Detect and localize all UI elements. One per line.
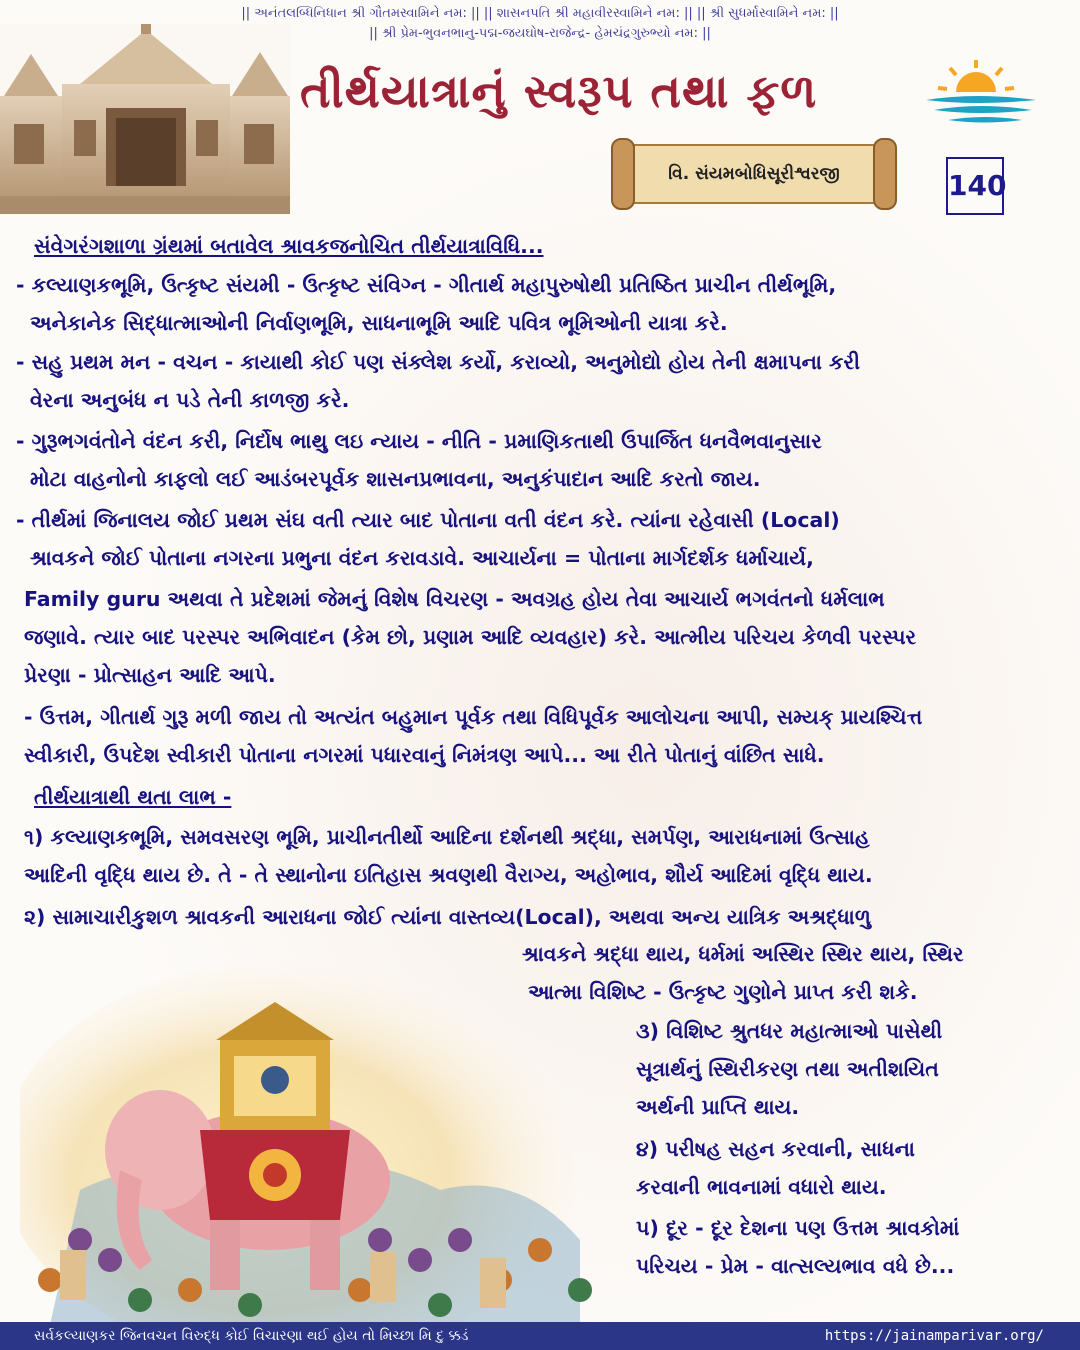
- text-line: - ઉત્તમ, ગીતાર્થ ગુરૂ મળી જાય તો અત્યંત બહુમાન પૂર્વક તથા વિધિપૂર્વક આલોચના આપી, સમ્યક્ પ્રાયશ્ચિત્ત: [24, 705, 923, 729]
- website-link[interactable]: https://jainamparivar.org/: [824, 1328, 1044, 1344]
- text-line: વેરના અનુબંધ ન પડે તેની કાળજી કરે.: [30, 388, 350, 412]
- invocation-line-2: || શ્રી પ્રેમ-ભુવનભાનુ-પદ્મ-જયઘોષ-રાજેન્દ્ર- હેમચંદ્રગુરુભ્યો નમ: ||: [369, 26, 711, 41]
- text-line: જણાવે. ત્યાર બાદ પરસ્પર અભિવાદન (કેમ છો, પ્રણામ આદિ વ્યવહાર) કરે. આત્મીય પરિચય કેળવી પરસ્પર: [24, 625, 917, 649]
- footer-michhami-text: સર્વકલ્યાણકર જિનવચન વિરુદ્ધ કોઈ વિચારણા થઈ હોય તો મિચ્છા મિ દુ ક્કડં: [34, 1328, 469, 1344]
- pilgrimage-procession-illustration: [20, 940, 630, 1325]
- text-line: - તીર્થમાં જિનાલય જોઈ પ્રથમ સંઘ વતી ત્યાર બાદ પોતાના વતી વંદન કરે. ત્યાંના રહેવાસી (Local): [16, 508, 840, 532]
- section-heading-vidhi: સંવેગરંગશાળા ગ્રંથમાં બતાવેલ શ્રાવકજનોચિત તીર્થયાત્રાવિધિ...: [34, 234, 544, 258]
- benefit-line: ૧) કલ્યાણકભૂમિ, સમવસરણ ભૂમિ, પ્રાચીનતીર્થો આદિના દર્શનથી શ્રદ્ધા, સમર્પણ, આરાધનામાં ઉત્સાહ: [24, 825, 870, 849]
- benefit-line: ૨) સામાચારીકુશળ શ્રાવકની આરાધના જોઈ ત્યાંના વાસ્તવ્ય(Local), અથવા અન્ય યાત્રિક અશ્રદ્ધાળુ: [24, 905, 871, 929]
- section-heading-benefits: તીર્થયાત્રાથી થતા લાભ -: [34, 785, 232, 809]
- text-line: - સહુ પ્રથમ મન - વચન - કાયાથી કોઈ પણ સંક્લેશ કર્યો, કરાવ્યો, અનુમોદ્યો હોય તેની ક્ષમાપના કરી: [16, 350, 860, 374]
- benefit-line: આદિની વૃદ્ધિ થાય છે. તે - તે સ્થાનોના ઇતિહાસ શ્રવણથી વૈરાગ્ય, અહોભાવ, શૌર્ય આદિમાં વૃદ્ધિ થાય.: [24, 863, 873, 887]
- text-line: Family guru અથવા તે પ્રદેશમાં જેમનું વિશેષ વિચરણ - અવગ્રહ હોય તેવા આચાર્ય ભગવંતનો ધર્મલાભ: [24, 587, 885, 611]
- benefit-line: પરિચય - પ્રેમ - વાત્સલ્યભાવ વધે છે...: [636, 1254, 955, 1278]
- text-line: - કલ્યાણકભૂમિ, ઉત્કૃષ્ટ સંયમી - ઉત્કૃષ્ટ સંવિગ્ન - ગીતાર્થ મહાપુરુષોથી પ્રતિષ્ઠિત પ્રાચીન તીર્થભૂમિ,: [16, 273, 837, 297]
- benefit-line: ૫) દૂર - દૂર દેશના પણ ઉત્તમ શ્રાવકોમાં: [636, 1216, 960, 1240]
- text-line: - ગુરૂભગવંતોને વંદન કરી, નિર્દોષ ભાથુ લઇ ન્યાય - નીતિ - પ્રમાણિકતાથી ઉપાર્જિત ધનવૈભવાનુસાર: [16, 429, 822, 453]
- page-title: તીર્થયાત્રાનું સ્વરૂપ તથા ફળ: [300, 64, 818, 118]
- text-line: પ્રેરણા - પ્રોત્સાહન આદિ આપે.: [24, 663, 276, 687]
- text-line: મોટા વાહનોનો કાફલો લઈ આડંબરપૂર્વક શાસનપ્રભાવના, અનુકંપાદાન આદિ કરતો જાય.: [30, 467, 761, 491]
- benefit-line: કરવાની ભાવનામાં વધારો થાય.: [636, 1175, 887, 1199]
- footer-bar: [0, 1322, 1080, 1350]
- text-line: અનેકાનેક સિદ્ધાત્માઓની નિર્વાણભૂમિ, સાધનાભૂમિ આદિ પવિત્ર ભૂમિઓની યાત્રા કરે.: [30, 311, 728, 335]
- benefit-line: ૩) વિશિષ્ટ શ્રુતધર મહાત્માઓ પાસેથી: [636, 1019, 943, 1043]
- benefit-line: શ્રાવકને શ્રદ્ધા થાય, ધર્મમાં અસ્થિર સ્થિર થાય, સ્થિર: [522, 942, 964, 966]
- text-line: શ્રાવકને જોઈ પોતાના નગરના પ્રભુના વંદન કરાવડાવે. આચાર્યના = પોતાના માર્ગદર્શક ધર્માચાર્ય,: [30, 546, 814, 570]
- benefit-line: આત્મા વિશિષ્ટ - ઉત્કૃષ્ટ ગુણોને પ્રાપ્ત કરી શકે.: [528, 980, 918, 1004]
- text-line: સ્વીકારી, ઉપદેશ સ્વીકારી પોતાના નગરમાં પધારવાનું નિમંત્રણ આપે... આ રીતે પોતાનું વાંછિત સાધે.: [24, 743, 825, 767]
- benefit-line: ૪) પરીષહ સહન કરવાની, સાધના: [636, 1137, 915, 1161]
- author-name: વિ. સંયમબોધિસૂરીશ્વરજી: [668, 164, 840, 184]
- issue-number-badge: 140: [946, 157, 1004, 215]
- benefit-line: સૂત્રાર્થનું સ્થિરીકરણ તથા અતીશયિત: [636, 1057, 939, 1081]
- benefit-line: અર્થની પ્રાપ્તિ થાય.: [636, 1095, 800, 1119]
- invocation-line-1: || અનંતલબ્ધિનિધાન શ્રી ગૌતમસ્વામિને નમ: || || શાસનપતિ શ્રી મહાવીરસ્વામિને નમ: || || શ્રી સુધર્માસ્વામિને નમ: ||: [241, 6, 839, 21]
